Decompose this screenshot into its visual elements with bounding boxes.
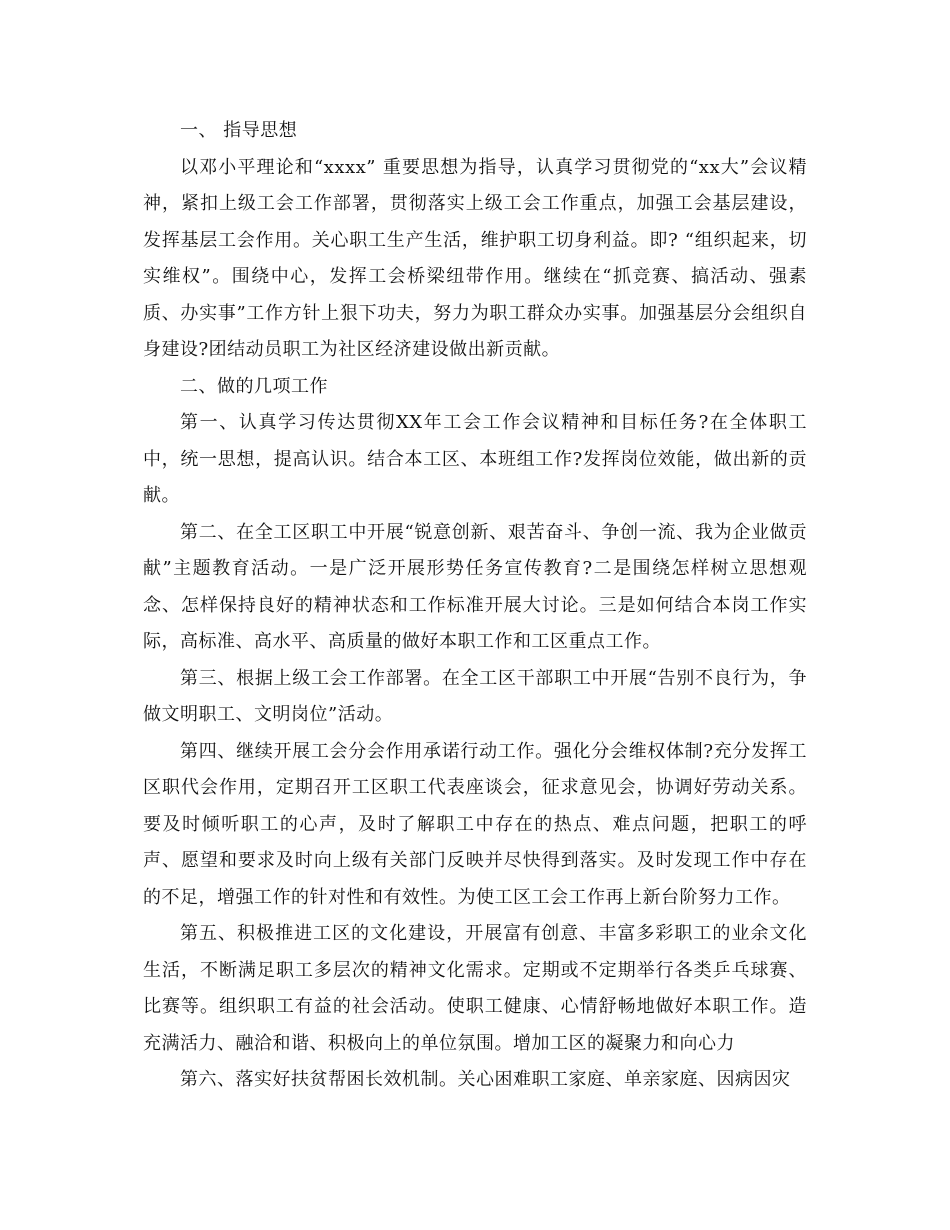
paragraph-item-1: 第一、认真学习传达贯彻XX年工会工作会议精神和目标任务?在全体职工中，统一思想，提高认识。结合本工区、本班组工作?发挥岗位效能，做出新的贡献。 <box>143 412 807 506</box>
paragraph-item-6: 第六、落实好扶贫帮困长效机制。关心困难职工家庭、单亲家庭、因病因灾 <box>180 1069 791 1090</box>
paragraph-item-2: 第二、在全工区职工中开展“锐意创新、艰苦奋斗、争创一流、我为企业做贡献”主题教育活动。一是广泛开展形势任务宣传教育?二是围绕怎样树立思想观念、怎样保持良好的精神状态和工作标准开展大讨论。三是如何结合本岗工作实际，高标准、高水平、高质量的做好本职工作和工区重点工作。 <box>143 521 807 652</box>
section-heading-work-items: 二、做的几项工作 <box>180 375 328 397</box>
document-body <box>143 113 807 1099</box>
paragraph-guiding-ideology: 以邓小平理论和“xxxx” 重要思想为指导，认真学习贯彻党的“xx大”会议精神，紧扣上级工会工作部署，贯彻落实上级工会工作重点，加强工会基层建设，发挥基层工会作用。关心职工生产生活，维护职工切身利益。即? “组织起来，切实维权”。围绕中心，发挥工会桥梁纽带作用。继续在“抓竞赛、搞活动、强素质、办实事”工作方针上狠下功夫，努力为职工群众办实事。加强基层分会组织自身建设?团结动员职工为社区经济建设做出新贡献。 <box>143 156 807 360</box>
section-heading-guiding-ideology: 一、 指导思想 <box>180 120 298 141</box>
paragraph-item-3: 第三、根据上级工会工作部署。在全工区干部职工中开展“告别不良行为，争做文明职工、文明岗位”活动。 <box>143 667 807 725</box>
paragraph-item-5: 第五、积极推进工区的文化建设，开展富有创意、丰富多彩职工的业余文化生活，不断满足职工多层次的精神文化需求。定期或不定期举行各类乒乓球赛、比赛等。组织职工有益的社会活动。使职工健康、心情舒畅地做好本职工作。造充满活力、融洽和谐、积极向上的单位氛围。增加工区的凝聚力和向心力 <box>143 923 807 1054</box>
paragraph-item-4: 第四、继续开展工会分会作用承诺行动工作。强化分会维权体制?充分发挥工区职代会作用，定期召开工区职工代表座谈会，征求意见会，协调好劳动关系。要及时倾听职工的心声，及时了解职工中存在的热点、难点问题，把职工的呼声、愿望和要求及时向上级有关部门反映并尽快得到落实。及时发现工作中存在的不足，增强工作的针对性和有效性。为使工区工会工作再上新台阶努力工作。 <box>143 740 807 908</box>
